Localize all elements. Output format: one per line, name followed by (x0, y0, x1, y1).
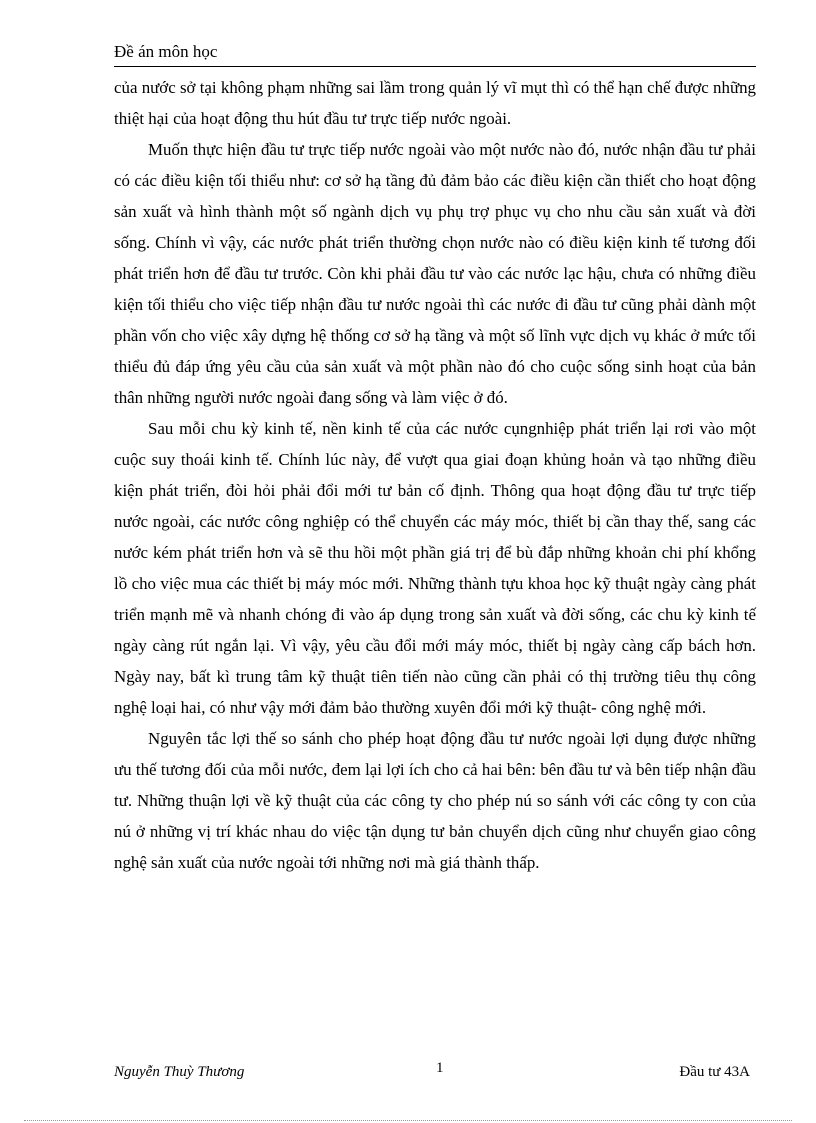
paragraph: Muốn thực hiện đầu tư trực tiếp nước ngoài vào một nước nào đó, nước nhận đầu tư phải có các điều kiện tối thiểu như: cơ sở hạ tầng đủ đảm bảo các điều kiện cần thiết cho hoạt động sản xuất và hình thành một số ngành dịch vụ phụ trợ phục vụ cho nhu cầu sản xuất và đời sống. Chính vì vậy, các nước phát triển thường chọn nước nào có điều kiện kinh tế tương đối phát triển hơn để đầu tư trước. Còn khi phải đầu tư vào các nước lạc hậu, chưa có những điều kiện tối thiểu cho việc tiếp nhận đầu tư nước ngoài thì các nước đi đầu tư cũng phải dành một phần vốn cho việc xây dựng hệ thống cơ sở hạ tầng và một số lĩnh vực dịch vụ khác ở mức tối thiểu đủ đáp ứng yêu cầu của sản xuất và một phần nào đó cho cuộc sống sinh hoạt của bản thân những người nước ngoài đang sống và làm việc ở đó. (114, 140, 756, 407)
page-edge-divider (24, 1120, 792, 1121)
page-footer (114, 1058, 756, 1082)
paragraph: Nguyên tắc lợi thế so sánh cho phép hoạt động đầu tư nước ngoài lợi dụng được những ưu thế tương đối của mỗi nước, đem lại lợi ích cho cả hai bên: bên đầu tư và bên tiếp nhận đầu tư. Những thuận lợi về kỹ thuật của các công ty cho phép nú so sánh với các công ty con của nú ở những vị trí khác nhau do việc tận dụng tư bản chuyển dịch cũng như chuyển giao công nghệ sản xuất của nước ngoài tới những nơi mà giá thành thấp. (114, 729, 756, 872)
document-body (114, 72, 756, 878)
page-number: 1 (436, 1060, 444, 1076)
footer-course: Đầu tư 43A (679, 1064, 750, 1080)
page-header (114, 40, 756, 67)
footer-author: Nguyễn Thuỳ Thương (114, 1064, 245, 1080)
paragraph: Sau mỗi chu kỳ kinh tế, nền kinh tế của các nước cụngnhiệp phát triển lại rơi vào một cuộc suy thoái kinh tế. Chính lúc này, để vượt qua giai đoạn khủng hoản và tạo những điều kiện phát triển, đòi hỏi phải đổi mới tư bản cố định. Thông qua hoạt động đầu tư trực tiếp nước ngoài, các nước công nghiệp có thể chuyển các máy móc, thiết bị cần thay thế, sang các nước kém phát triển hơn và sẽ thu hồi một phần giá trị để bù đắp những khoản chi phí khổng lồ cho việc mua các thiết bị máy móc mới. Những thành tựu khoa học kỹ thuật ngày càng phát triển mạnh mẽ và nhanh chóng đi vào áp dụng trong sản xuất và đời sống, các chu kỳ kinh tế ngày càng rút ngắn lại. Vì vậy, yêu cầu đổi mới máy móc, thiết bị ngày càng cấp bách hơn. Ngày nay, bất kì trung tâm kỹ thuật tiên tiến nào cũng cần phải có thị trường tiêu thụ công nghệ loại hai, có như vậy mới đảm bảo thường xuyên đổi mới kỹ thuật- công nghệ mới. (114, 419, 756, 717)
paragraph-continued: của nước sở tại không phạm những sai lầm trong quản lý vĩ mụt thì có thể hạn chế được những thiệt hại của hoạt động thu hút đầu tư trực tiếp nước ngoài. (114, 78, 756, 128)
page-header-title: Đề án môn học (114, 42, 218, 61)
